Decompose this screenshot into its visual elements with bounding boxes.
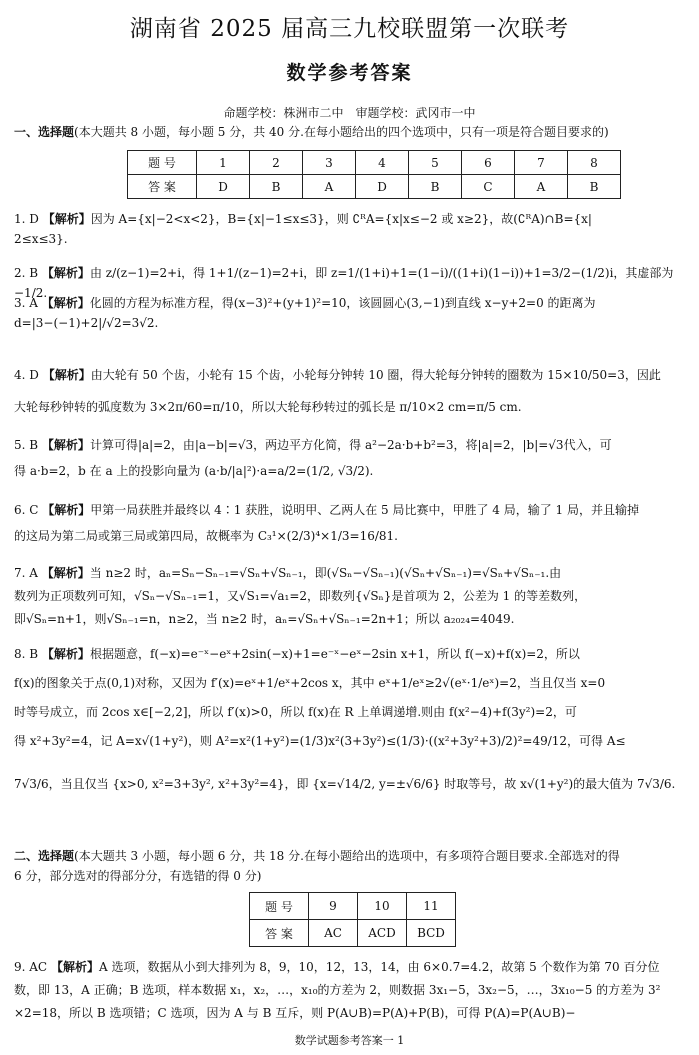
q2-head: 2. B [14, 266, 39, 280]
question-number-cell: 5 [409, 151, 462, 175]
answer-cell: B [409, 175, 462, 199]
question-number-cell: 10 [358, 893, 407, 920]
row-label-numbers: 题 号 [128, 151, 197, 175]
section2-desc: (本大题共 3 小题，每小题 6 分，共 18 分.在每小题给出的选项中，有多项符合题目要求.全部选对的得 [74, 849, 620, 863]
solution-q1 [14, 209, 692, 249]
q5-text: 计算可得|a|=2，由|a−b|=√3，两边平方化简，得 a²−2a·b+b²=3，将|a|=2，|b|=√3代入，可 [89, 438, 612, 452]
q7-head: 7. A [14, 566, 38, 580]
answer-cell: A [303, 175, 356, 199]
page-footer: 数学试题参考答案一 1 [294, 1034, 405, 1047]
q5-head: 5. B [14, 438, 39, 452]
q9-tag: 【解析】 [50, 960, 99, 974]
section2-heading: 二、选择题 [14, 849, 75, 863]
solution-q3 [14, 293, 692, 333]
q2-tag: 【解析】 [41, 266, 90, 280]
q5-tag: 【解析】 [41, 438, 90, 452]
q8-head: 8. B [14, 647, 39, 661]
answer-cell: BCD [407, 920, 456, 947]
question-number-cell: 4 [356, 151, 409, 175]
q6-head: 6. C [14, 503, 39, 517]
section1-desc: (本大题共 8 小题，每小题 5 分，共 40 分.在每小题给出的四个选项中，只有一项是符合题目要求的) [74, 125, 609, 139]
q8-text2: f(x)的图象关于点(0,1)对称，又因为 f′(x)=eˣ+1/eˣ+2cos x，其中 eˣ+1/eˣ≥2√(eˣ·1/eˣ)=2，当且仅当 x=0 [14, 676, 606, 690]
answer-cell: A [515, 175, 568, 199]
section2-desc2: 6 分，部分选对的得部分分，有选错的得 0 分) [14, 869, 262, 883]
q9-head: 9. AC [14, 960, 48, 974]
q1-tag: 【解析】 [42, 212, 91, 226]
question-number-cell: 1 [197, 151, 250, 175]
table-row-answers [128, 175, 621, 199]
q1-head: 1. D [14, 212, 39, 226]
row-label-numbers: 题 号 [250, 893, 309, 920]
question-number-cell: 3 [303, 151, 356, 175]
q1-text: 因为 A={x|−2<x<2}，B={x|−1≤x≤3}，则 ∁ᴿA={x|x≤−2 或 x≥2}，故(∁ᴿA)∩B={x| [90, 212, 592, 226]
answer-table-2 [249, 892, 456, 947]
answer-cell: D [197, 175, 250, 199]
table-row-answers [250, 920, 456, 947]
q9-text2: 数，即 13，A 正确；B 选项，样本数据 x₁，x₂，…，x₁₀的方差为 2，则数据 3x₁−5，3x₂−5，…，3x₁₀−5 的方差为 3² [14, 983, 661, 997]
question-number-cell: 8 [568, 151, 621, 175]
q8-text3: 时等号成立，而 2cos x∈[−2,2]，所以 f′(x)>0，所以 f(x)在 R 上单调递增.则由 f(x²−4)+f(3y²)=2，可 [14, 705, 577, 719]
answer-cell: B [568, 175, 621, 199]
q6-text2: 的这局为第二局或第三局或第四局，故概率为 C₃¹×(2/3)⁴×1/3=16/81. [14, 529, 398, 543]
schools-line: 命题学校：株洲市二中 审题学校：武冈市一中 [223, 106, 476, 120]
q6-text: 甲第一局获胜并最终以 4∶1 获胜，说明甲、乙两人在 5 局比赛中，甲胜了 4 局，输了 1 局，并且输掉 [90, 503, 639, 517]
q5-text2: 得 a·b=2，b 在 a 上的投影向量为 (a·b/|a|²)·a=a/2=(1/2, √3/2). [14, 464, 374, 478]
question-number-cell: 9 [309, 893, 358, 920]
table-row-numbers [128, 151, 621, 175]
q6-tag: 【解析】 [42, 503, 91, 517]
q8-text4: 得 x²+3y²=4，记 A=x√(1+y²)，则 A²=x²(1+y²)=(1/3)x²(3+3y²)≤(1/3)·((x²+3y²+3)/2)²=49/12，可得 A≤ [14, 734, 626, 748]
document-title: 湖南省 2025 届高三九校联盟第一次联考 [129, 16, 570, 42]
answer-cell: B [250, 175, 303, 199]
solution-q8 [14, 640, 692, 799]
q2-text: 由 z/(z−1)=2+i，得 1+1/(z−1)=2+i，即 z=1/(1+i)+1=(1−i)/((1+i)(1−i))+1=3/2−(1/2)i，其虚部为 −1/2. [14, 266, 674, 300]
answer-cell: AC [309, 920, 358, 947]
q3-tag: 【解析】 [41, 296, 90, 310]
answer-cell: D [356, 175, 409, 199]
solution-q7 [14, 563, 692, 629]
row-label-answers: 答 案 [250, 920, 309, 947]
section2-header [14, 846, 690, 886]
q1-text2: 2≤x≤3}. [14, 232, 68, 246]
section1-header [14, 124, 690, 141]
q7-text3: 即√Sₙ=n+1，则√Sₙ₋₁=n，n≥2，当 n≥2 时，aₙ=√Sₙ+√Sₙ₋₁=2n+1；所以 a₂₀₂₄=4049. [14, 612, 515, 626]
answer-cell: ACD [358, 920, 407, 947]
q8-text: 根据题意，f(−x)=e⁻ˣ−eˣ+2sin(−x)+1=e⁻ˣ−eˣ−2sin x+1，所以 f(−x)+f(x)=2，所以 [89, 647, 580, 661]
q4-text2: 大轮每秒钟转的弧度数为 3×2π/60=π/10，所以大轮每秒转过的弧长是 π/10×2 cm=π/5 cm. [14, 400, 522, 414]
q8-text5: 7√3/6，当且仅当 {x>0, x²=3+3y², x²+3y²=4}，即 {x=√14/2, y=±√6/6} 时取等号，故 x√(1+y²)的最大值为 7√3/6. [14, 777, 676, 791]
q4-tag: 【解析】 [42, 368, 91, 382]
section1-heading: 一、选择题 [14, 125, 75, 139]
table-row-numbers [250, 893, 456, 920]
q7-tag: 【解析】 [41, 566, 90, 580]
q8-tag: 【解析】 [41, 647, 90, 661]
q9-text: A 选项，数据从小到大排列为 8，9，10，12，13，14，由 6×0.7=4.2，故第 5 个数作为第 70 百分位 [98, 960, 660, 974]
row-label-answers: 答 案 [128, 175, 197, 199]
q7-text: 当 n≥2 时，aₙ=Sₙ−Sₙ₋₁=√Sₙ+√Sₙ₋₁，即(√Sₙ−√Sₙ₋₁)(√Sₙ+√Sₙ₋₁)=√Sₙ+√Sₙ₋₁.由 [89, 566, 562, 580]
solution-q9 [14, 956, 692, 1025]
solution-q4 [14, 365, 692, 417]
answer-cell: C [462, 175, 515, 199]
question-number-cell: 2 [250, 151, 303, 175]
question-number-cell: 6 [462, 151, 515, 175]
q3-text2: d=|3−(−1)+2|/√2=3√2. [14, 316, 159, 330]
solution-q5 [14, 435, 692, 481]
question-number-cell: 7 [515, 151, 568, 175]
q9-text3: ×2=18，所以 B 选项错；C 选项，因为 A 与 B 互斥，则 P(A∪B)=P(A)+P(B)，可得 P(A)=P(A∪B)− [14, 1006, 576, 1020]
q4-text: 由大轮有 50 个齿，小轮有 15 个齿，小轮每分钟转 10 圈，得大轮每分钟转的圈数为 15×10/50=3，因此 [90, 368, 661, 382]
q7-text2: 数列为正项数列可知，√Sₙ−√Sₙ₋₁=1，又√S₁=√a₁=2，即数列{√Sₙ}是首项为 2，公差为 1 的等差数列， [14, 589, 587, 603]
q3-text: 化圆的方程为标准方程，得(x−3)²+(y+1)²=10，该圆圆心(3,−1)到直线 x−y+2=0 的距离为 [89, 296, 596, 310]
q3-head: 3. A [14, 296, 38, 310]
answer-table-1 [127, 150, 621, 199]
document-subtitle: 数学参考答案 [286, 62, 413, 84]
q4-head: 4. D [14, 368, 39, 382]
question-number-cell: 11 [407, 893, 456, 920]
solution-q6 [14, 500, 692, 546]
